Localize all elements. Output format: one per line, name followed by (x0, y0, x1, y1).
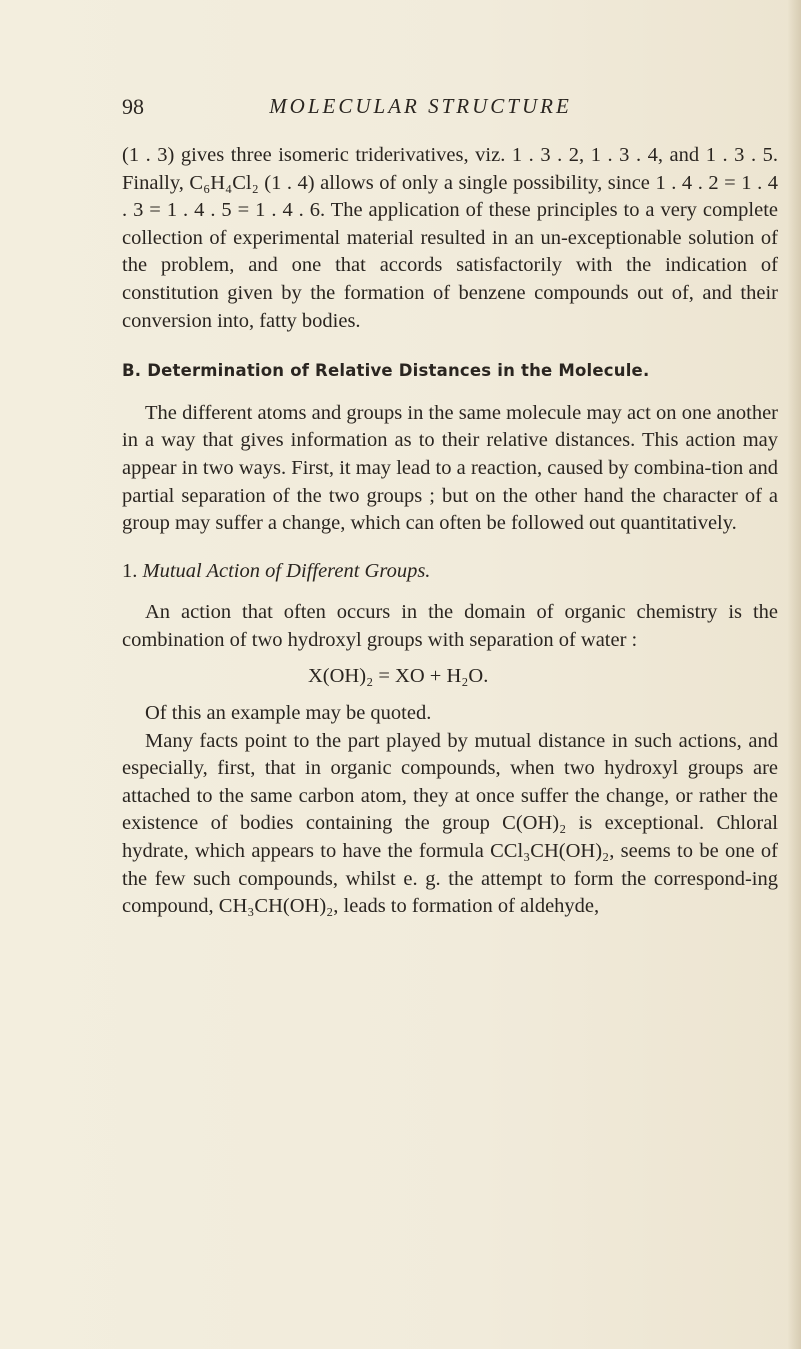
page-header (0, 94, 801, 124)
running-head: MOLECULAR STRUCTURE (269, 94, 572, 118)
page-edge-shadow (787, 0, 801, 1349)
page-number: 98 (122, 94, 144, 119)
subsection-number: 1. (122, 559, 138, 582)
subsection-title: Mutual Action of Different Groups. (142, 559, 431, 582)
equation: X(OH)₂ = XO + H₂O. (308, 664, 489, 687)
subsection-heading (122, 558, 778, 586)
page-body (122, 142, 778, 921)
paragraph-example: Of this an example may be quoted. (145, 702, 432, 725)
paragraph-relative-distances: The different atoms and groups in the same molecule may act on one another in a way that gives information as to their relative distances. This action may appear in two ways. First, it may lead to a reaction, caused by combina-tion and partial separation of the two groups ; but on the other hand the character of a group may suffer a change, which can often be followed out quantitatively. (122, 401, 778, 535)
paragraph-continuation: (1 . 3) gives three isomeric triderivatives, viz. 1 . 3 . 2, 1 . 3 . 4, and 1 . 3 . 5. Finally, C₆H₄Cl₂ (1 . 4) allows of only a single possibility, since 1 . 4 . 2 = 1 . 4 . 3 = 1 . 4 . 5 = 1 . 4 . 6. The application of these principles to a very complete collection of experimental material resulted in an un-exceptionable solution of the problem, and one that accords satisfactorily with the indication of constitution given by the formation of benzene compounds out of, and their conversion into, fatty bodies. (122, 144, 778, 332)
paragraph-hydroxyl: An action that often occurs in the domain of organic chemistry is the combination of two hydroxyl groups with separation of water : (122, 601, 778, 651)
section-heading-b: B. Determination of Relative Distances in the Molecule. (122, 361, 650, 381)
paragraph-mutual-distance: Many facts point to the part played by mutual distance in such actions, and especially, first, that in organic compounds, when two hydroxyl groups are attached to the same carbon atom, they at once suffer the change, or rather the existence of bodies containing the group C(OH)₂ is exceptional. Chloral hydrate, which appears to have the formula CCl₃CH(OH)₂, seems to be one of the few such compounds, whilst e. g. the attempt to form the correspond-ing compound, CH₃CH(OH)₂, leads to formation of aldehyde, (122, 729, 778, 918)
